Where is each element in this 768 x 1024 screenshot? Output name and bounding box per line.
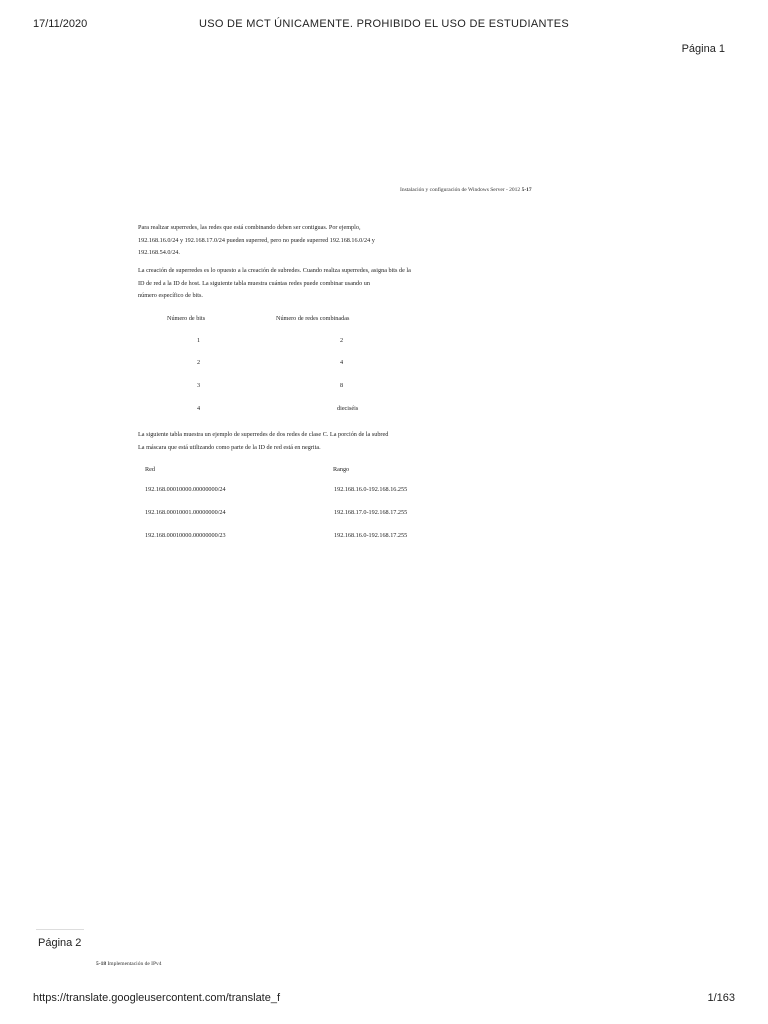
paragraph-line: La siguiente tabla muestra un ejemplo de superredes de dos redes de clase C. La porción de la subred: [138, 431, 389, 438]
paragraph-line: ID de red a la ID de host. La siguiente tabla muestra cuántas redes puede combinar usando un: [138, 279, 370, 287]
paragraph-line: La creación de superredes es lo opuesto a la creación de subredes. Cuando realiza superredes, asigna bits de la: [138, 267, 411, 274]
table-cell: dieciséis: [337, 405, 359, 412]
table-header-networks: Número de redes combinadas: [276, 315, 350, 322]
table-cell: 192.168.00010001.00000000/24: [145, 509, 226, 516]
print-page-counter: 1/163: [707, 992, 735, 1004]
paragraph-supernetting-definition: [138, 265, 483, 303]
table-header-network: Red: [145, 466, 155, 473]
paragraph-line: 192.168.54.0/24.: [138, 249, 180, 256]
paragraph-line: Para realizar superredes, las redes que está combinando deben ser contiguas. Por ejemplo,: [138, 224, 361, 231]
running-head-page-ref: 5-17: [521, 187, 532, 193]
table-cell: 1: [197, 337, 201, 344]
table-cell: 192.168.17.0-192.168.17.255: [334, 509, 408, 516]
page-divider: [36, 929, 84, 930]
running-head: [400, 187, 532, 193]
paragraph-supernet-example: [138, 429, 483, 454]
table-cell: 192.168.00010000.00000000/24: [145, 486, 226, 493]
paragraph-line: número específico de bits.: [138, 292, 203, 299]
table-cell: 3: [197, 382, 201, 389]
paragraph-supernetting-contiguous: [138, 222, 483, 260]
print-date: 17/11/2020: [33, 18, 88, 30]
paragraph-line: 192.168.16.0/24 y 192.168.17.0/24 pueden superred, pero no puede superred 192.168.16.0/24 y: [138, 236, 375, 244]
running-foot: [96, 961, 162, 967]
print-header-title: USO DE MCT ÚNICAMENTE. PROHIBIDO EL USO DE ESTUDIANTES: [198, 18, 570, 30]
table-cell: 192.168.00010000.00000000/23: [145, 532, 226, 539]
table-cell: 2: [340, 337, 344, 344]
table-cell: 2: [197, 359, 201, 366]
running-head-text: Instalación y configuración de Windows Server - 2012: [400, 187, 521, 193]
paragraph-line: La máscara que está utilizando como parte de la ID de red está en negrita.: [138, 443, 321, 451]
table-cell: 8: [340, 382, 344, 389]
table-header-bits: Número de bits: [167, 315, 206, 322]
table-header-range: Rango: [333, 466, 350, 473]
page-label-2: Página 2: [38, 937, 82, 949]
print-footer-url: https://translate.googleusercontent.com/translate_f: [33, 992, 281, 1004]
table-cell: 192.168.16.0-192.168.17.255: [334, 532, 408, 539]
table-cell: 4: [340, 359, 344, 366]
table-cell: 192.168.16.0-192.168.16.255: [334, 486, 408, 493]
table-cell: 4: [197, 405, 201, 412]
running-foot-page-ref: 5-18: [96, 961, 107, 967]
running-foot-text: Implementación de IPv4: [107, 961, 162, 967]
page-label-1: Página 1: [681, 43, 725, 55]
